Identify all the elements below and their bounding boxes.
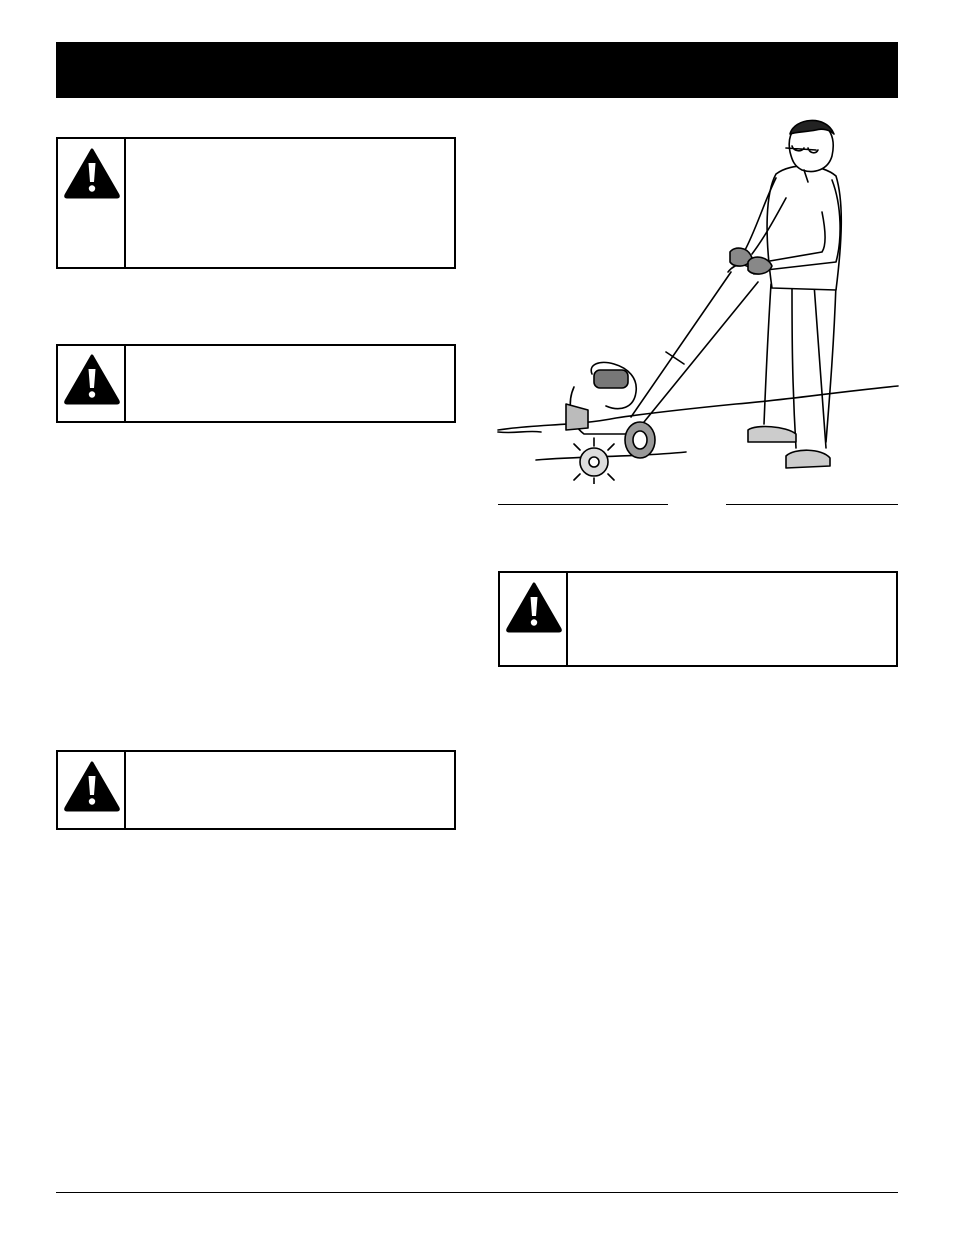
warning-triangle-icon bbox=[63, 353, 121, 405]
warning-box-1 bbox=[56, 137, 456, 269]
warning-box-2 bbox=[56, 344, 456, 423]
person-operating-cultivator-illustration bbox=[496, 112, 900, 484]
warning-triangle-icon bbox=[63, 147, 121, 199]
figure-caption-rule-right bbox=[726, 504, 898, 505]
warning-box-4 bbox=[498, 571, 898, 667]
footer-rule bbox=[56, 1192, 898, 1193]
warning-triangle-icon bbox=[505, 581, 563, 633]
section-header-bar bbox=[56, 42, 898, 98]
warning-triangle-icon bbox=[63, 760, 121, 812]
warning-box-3 bbox=[56, 750, 456, 830]
figure-caption-rule-left bbox=[498, 504, 668, 505]
